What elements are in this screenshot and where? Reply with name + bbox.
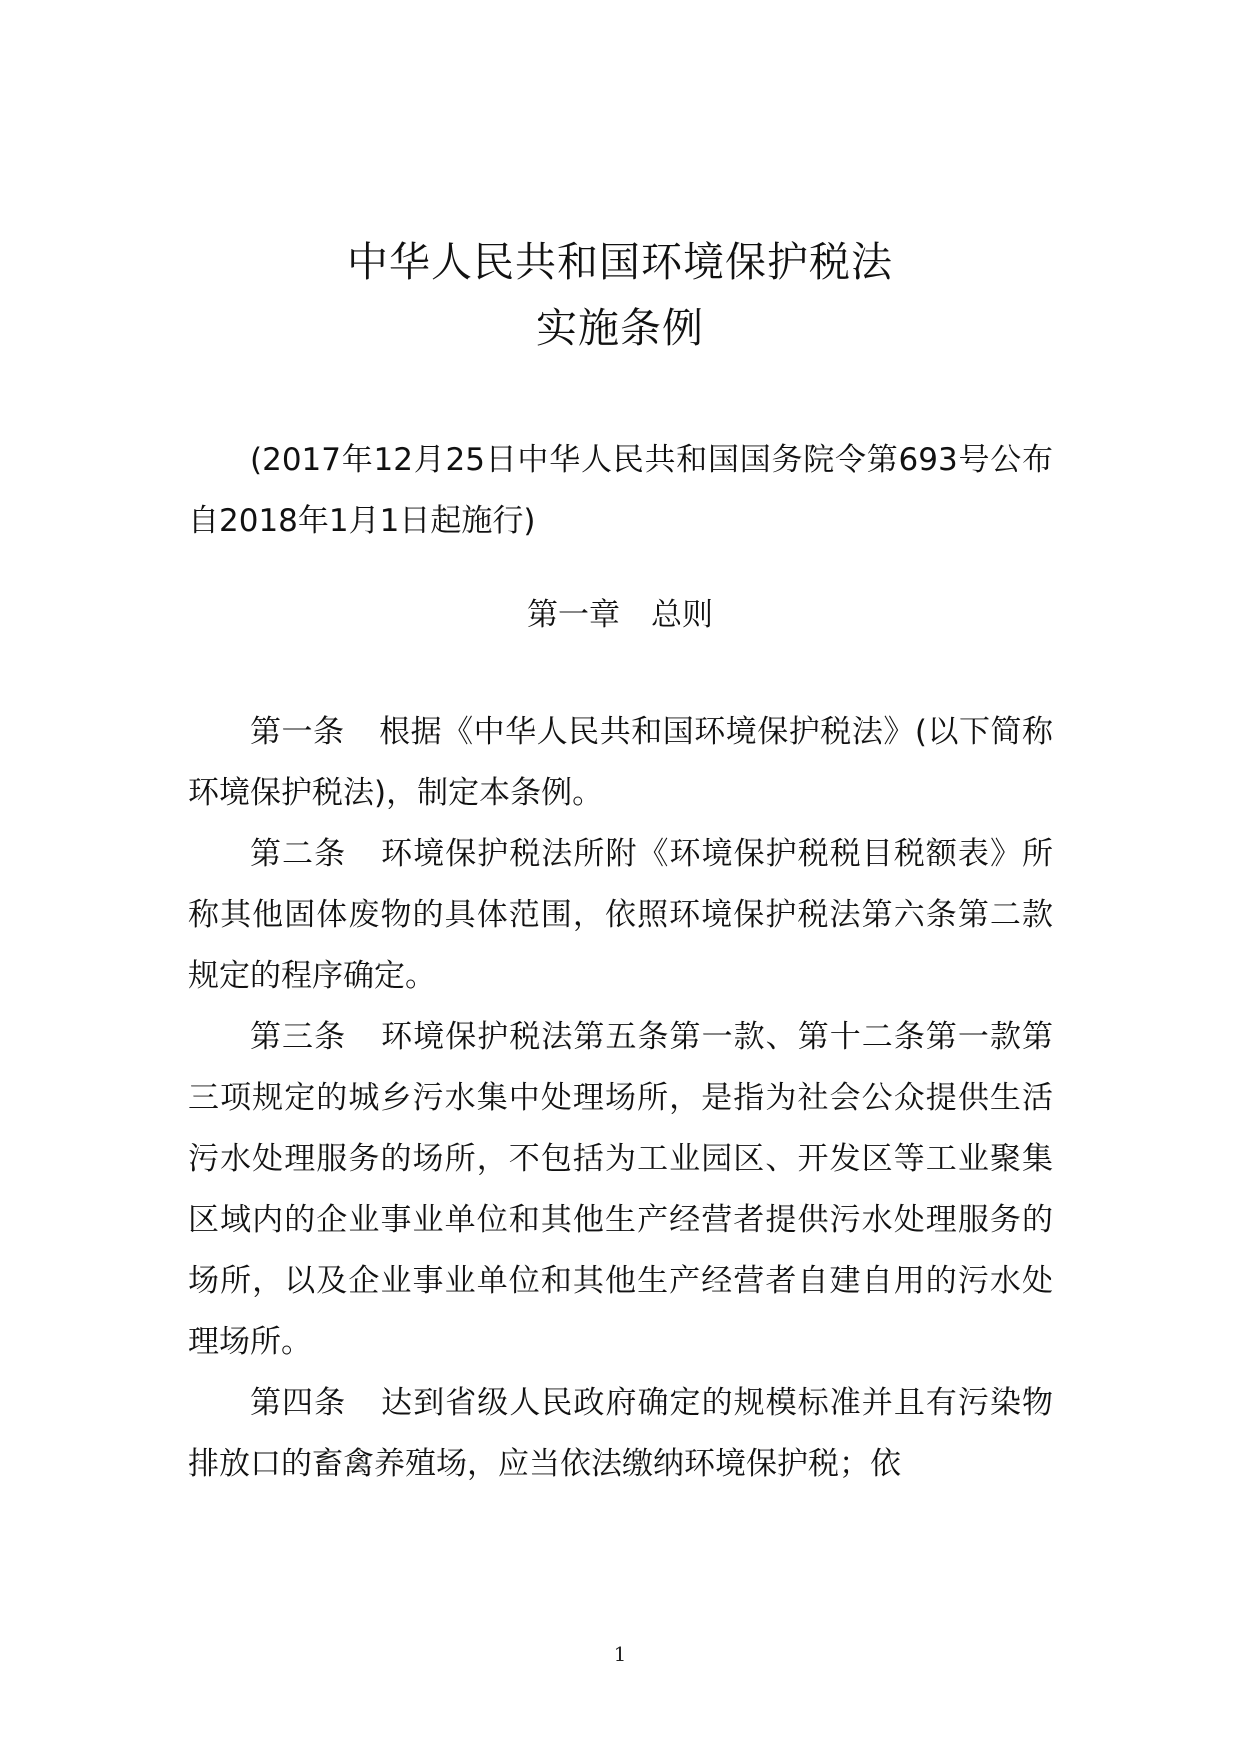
article-label: 第三条 [250, 1019, 347, 1055]
document-title-line1: 中华人民共和国环境保护税法 [347, 238, 893, 286]
article-label: 第一条 [250, 714, 345, 750]
article-text: 根据《中华人民共和国环境保护税法》(以下简称环境保护税法)，制定本条例。 [188, 714, 1054, 811]
article-text: 达到省级人民政府确定的规模标准并且有污染物排放口的畜禽养殖场，应当依法缴纳环境保护税；依 [188, 1385, 1053, 1482]
article-label: 第四条 [250, 1385, 347, 1421]
document-title-line2: 实施条例 [536, 304, 704, 352]
article-2 [188, 824, 1053, 1007]
chapter-heading: 第一章 总则 [527, 597, 713, 633]
page-number: 1 [613, 1642, 627, 1666]
article-label: 第二条 [250, 836, 347, 872]
article-text: 环境保护税法所附《环境保护税税目税额表》所称其他固体废物的具体范围，依照环境保护税法第六条第二款规定的程序确定。 [188, 836, 1053, 994]
article-text: 环境保护税法第五条第一款、第十二条第一款第三项规定的城乡污水集中处理场所，是指为社会公众提供生活污水处理服务的场所，不包括为工业园区、开发区等工业聚集区域内的企业事业单位和其他生产经营者提供污水处理服务的场所，以及企业事业单位和其他生产经营者自建自用的污水处理场所。 [188, 1019, 1053, 1360]
promulgation-note: (2017年12月25日中华人民共和国国务院令第693号公布 自2018年1月1日起施行) [188, 442, 1084, 539]
article-1 [188, 702, 1053, 824]
articles-section [188, 702, 1053, 1495]
article-4 [188, 1373, 1053, 1495]
article-3 [188, 1007, 1053, 1373]
